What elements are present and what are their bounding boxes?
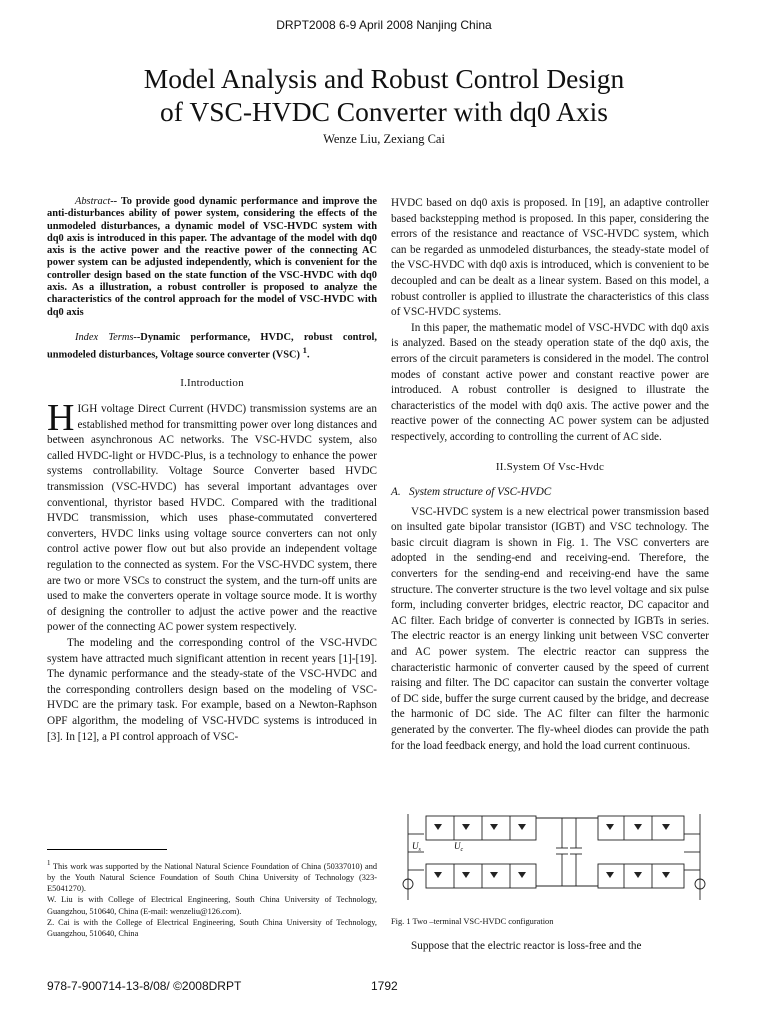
footer-isbn: 978-7-900714-13-8/08/ ©2008DRPT (47, 979, 242, 993)
footnote-1 (47, 858, 377, 894)
right-paragraph-4: Suppose that the electric reactor is loss-free and the (411, 940, 642, 952)
circuit-diagram (394, 804, 712, 910)
index-terms-label: Index Terms (75, 331, 134, 343)
left-bridge-bottom (426, 864, 536, 888)
right-paragraph-3: VSC-HVDC system is a new electrical power transmission based on insulted gate bipolar transistor (IGBT) and VSC technology. The basic circuit diagram is shown in Fig. 1. The VSC converters are adopted in the sending-end and receiving-end. Therefore, the converters for the sending-end and receiving-end have the same structure. The converter structure is the two level voltage and six pulse form, including converter bridges, electric reactor, DC capacitor and AC filter. Each bridge of converter is connected by IGBTs in series. The electric reactor is an energy linking unit between VSC converter and AC power system. The electric reactor can suppress the characteristic harmonic of converter caused by the speed of current raising and filter. The DC capacitor can sustain the converter voltage of DC side, buffer the surge current caused by the bridge, and decrease the harmonic of DC side. The AC filter can filter the harmonic generated by the converter. The fly-wheel diodes can provide the path for the load feedback energy, and hold the load current continuous. (391, 505, 709, 752)
title-line-1: Model Analysis and Robust Control Design (143, 63, 625, 94)
figure-caption: Fig. 1 Two –terminal VSC-HVDC configuration (391, 917, 554, 926)
index-terms (47, 331, 377, 362)
conference-header: DRPT2008 6-9 April 2008 Nanjing China (276, 18, 492, 32)
intro-paragraph-1 (47, 397, 377, 636)
footnote-1-text: This work was supported by the National Natural Science Foundation of China (50337010) and by the Youth Natural Science Foundation of South China University of Technology (323-E5041270). (47, 861, 377, 894)
footnote-2: W. Liu is with College of Electrical Engineering, South China University of Technology, Guangzhou, 510640, China (E-mail: wenzeliu@126.com). (47, 895, 377, 916)
section-heading-introduction: I.Introduction (180, 377, 244, 390)
intro-paragraph-1-text: IGH voltage Direct Current (HVDC) transmission systems are an established method for transmitting power over long distances and between asynchronous AC networks. The VSC-HVDC system, also called HVDC-light or HVDC-Plus, is a technology to enhance the power systems controllability. Voltage Source Converter based HVDC transmission (VSC-HVDC) has several important advantages over conventional, thyristor based HVDC. Compared with the traditional HVDC transmission, which uses phase-commutated convertered converters, HVDC links using voltage source converters can not only control active power flow out but also provide an independent voltage regulation to the connected as system. For the VSC-HVDC system, there are two or more VSCs to construct the system, and the turn-off units are used to make the converters operate in voltage source mode. It is worthy of designing the controller to adjust the active power and the reactive power of the connecting AC power system respectively. (47, 403, 377, 634)
index-terms-end: . (306, 349, 310, 361)
index-terms-footnote-mark: 1 (302, 345, 307, 356)
left-column (47, 196, 377, 745)
abstract (47, 196, 377, 319)
label-uc: $U_c$ (454, 841, 464, 853)
left-bridge-top (426, 816, 536, 840)
authors: Wenze Liu, Zexiang Cai (323, 132, 445, 146)
drop-cap: H (47, 397, 75, 440)
abstract-text: -- To provide good dynamic performance and improve the anti-disturbances ability of power system, considering the effects of the unmodeled disturbances, a dynamic model of VSC-HVDC system with dq0 axis is introduced in this paper. The advantage of the model with dq0 axis is the active power and the reactive power of the connecting AC power system can be adjusted independently, which is convenient for the controller design based on the state function of the VSC-HVDC with dq0 axis. As a illustration, a robust controller is proposed to analyze the characteristics of the control approach for the model of VSC-HVDC with dq0 axis (47, 196, 377, 318)
footnote-mark: 1 (47, 860, 51, 867)
right-paragraph-2: In this paper, the mathematic model of VSC-HVDC with dq0 axis is analyzed. Based on the steady operation state of the dq0 axis, the errors of the circuit parameters is considered in the model. The control modes of constant active power and constant reactive power are introduced. A robust controller is designed to illustrate the characteristics of the model with dq0 axis. The active power and the reactive power of the connecting AC power system can be adjusted respectively, according to controlling the current of AC side. (391, 321, 709, 443)
footnote-rule (47, 849, 167, 850)
right-paragraph-1: HVDC based on dq0 axis is proposed. In [19], an adaptive controller based backstepping method is proposed. In this paper, considering the errors of the resistance and reactance of VSC-HVDC system, which can be regarded as unmodeled disturbances, the steady-state model of the VSC-HVDC with dq0 axis is introduced, which is convenient to be decoupled and can be dealt as a linear system. Based on this model, a robust controller is applied to illustrate the characteristics of this class of VSC-HVDC systems. (391, 197, 709, 319)
title-line-2: of VSC-HVDC Converter with dq0 Axis (160, 96, 608, 127)
paper-title (0, 62, 768, 128)
footnote-3: Z. Cai is with the College of Electrical Engineering, South China University of Technology, Guangzhou, 510640, China (47, 917, 377, 938)
intro-paragraph-2: The modeling and the corresponding control of the VSC-HVDC system have attracted much significant attention in recent years [1]-[19]. The dynamic performance and the steady-state of the VSC-HVDC and the corresponding controllers design based on the modeling of VSC-HVDC are the primary task. For example, based on a Newton-Raphson OPF algorithm, the modeling of VSC-HVDC systems is introduced in [3]. In [12], a PI control approach of VSC- (47, 636, 377, 743)
right-column (391, 196, 709, 754)
section-heading-system: II.System Of Vsc-Hvdc (495, 460, 605, 473)
index-terms-text: --Dynamic performance, HVDC, robust control, unmodeled disturbances, Voltage source converter (VSC) (47, 331, 377, 361)
abstract-label: Abstract (75, 196, 111, 207)
footnotes (47, 858, 377, 939)
page-number: 1792 (371, 979, 398, 993)
label-us: $U_s$ (412, 841, 421, 853)
subsection-heading-a: A. System structure of VSC-HVDC (391, 486, 552, 499)
